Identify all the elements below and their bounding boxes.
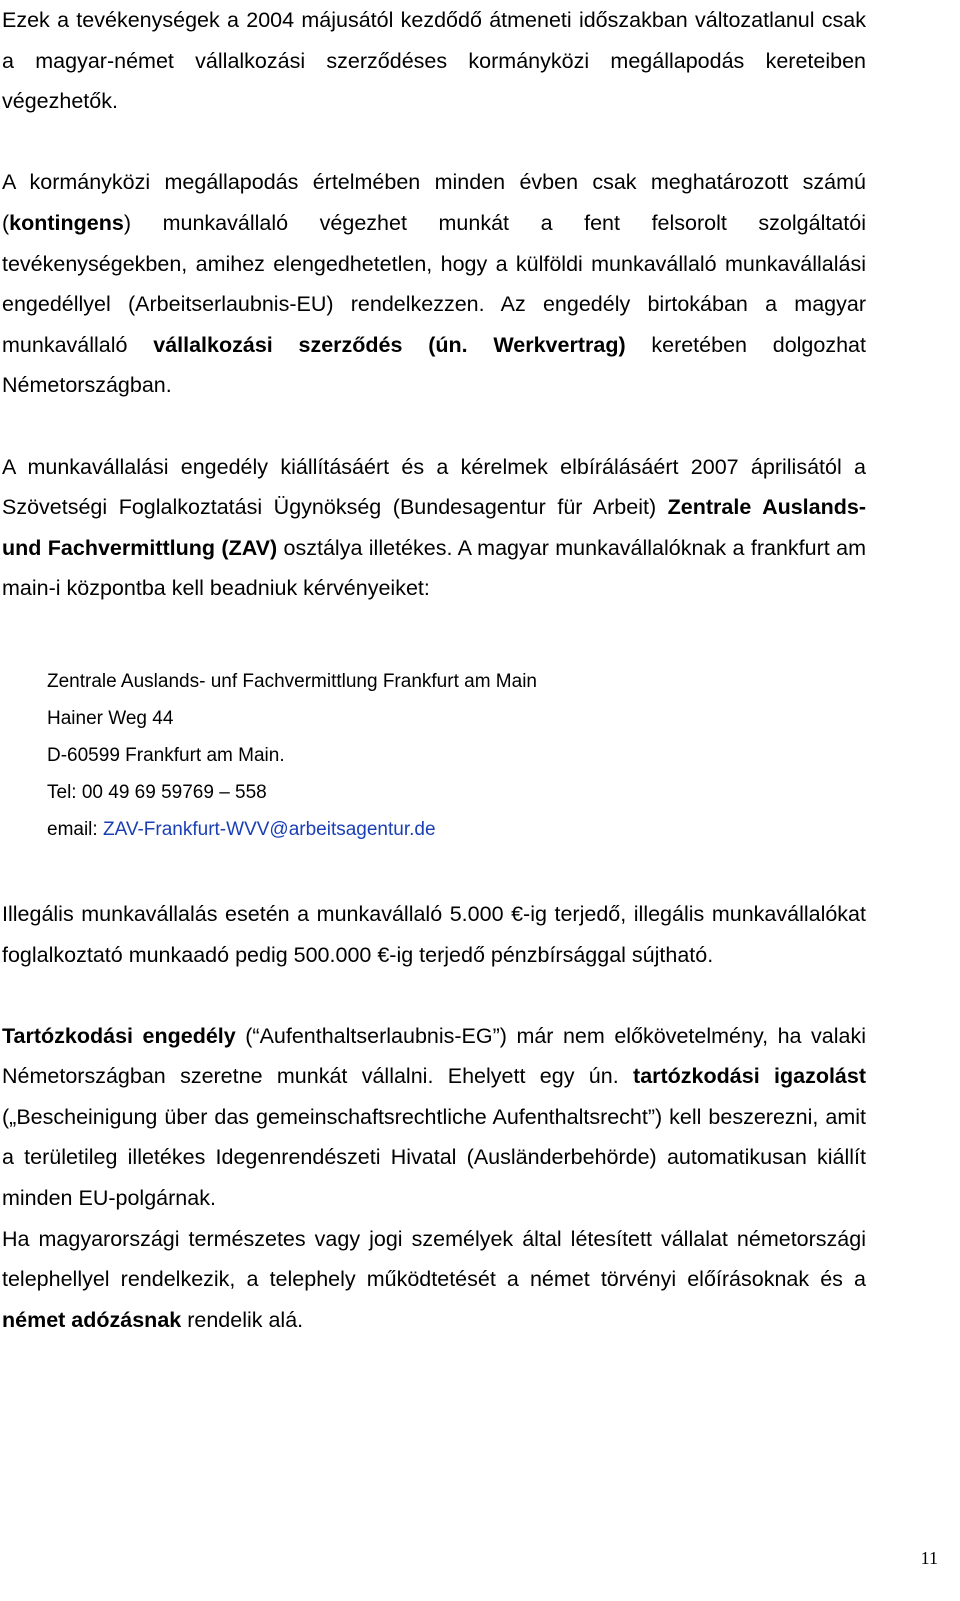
page-number: 11 [920, 1548, 938, 1568]
address-name: Zentrale Auslands- unf Fachvermittlung Frankfurt am Main [47, 670, 537, 692]
paragraph-text: („Bescheinigung über das gemeinschaftsrechtliche Aufenthaltsrecht”) kell beszerezni, amit a területileg illetékes Idegenrendészeti Hivatal (Ausländerbehörde) automatikusan kiállít minden EU-polgárnak. [2, 1104, 866, 1211]
paragraph-text: rendelik alá. [181, 1307, 304, 1332]
bold-term-german-taxation: német adózásnak [2, 1307, 182, 1332]
paragraph-text: A munkavállalási engedély kiállításáért és a kérelmek elbírálásáért 2007 áprilisától a Szövetségi Foglalkoztatási Ügynökség (Bundesagentur für Arbeit) [2, 454, 866, 520]
paragraph-text: A kormányközi megállapodás értelmében minden évben csak meghatározott számú ( [2, 170, 866, 235]
paragraph-company-branch [2, 1219, 866, 1341]
document-page [2, 0, 866, 1340]
paragraph-residence-permit [2, 1016, 866, 1219]
paragraph-work-permit [2, 447, 866, 609]
address-block [47, 663, 866, 848]
bold-term-residence-certificate: tartózkodási igazolást [633, 1064, 867, 1089]
spacer [2, 609, 866, 663]
spacer [2, 122, 866, 163]
bold-term-kontingens: kontingens [9, 210, 124, 235]
address-email-line [47, 811, 866, 848]
email-label: email: [47, 818, 103, 840]
bold-term-zav: Zentrale Auslands- und Fachvermittlung (ZAV) [2, 495, 866, 560]
paragraph-text: (“Aufenthaltserlaubnis-EG”) már nem előkövetelmény, ha valaki Németországban szeretne munkát vállalni. Ehelyett egy ún. [2, 1023, 866, 1089]
paragraph-text: ) munkavállaló végezhet munkát a fent felsorolt szolgáltatói tevékenységekben, amihez elengedhetetlen, hogy a külföldi munkavállaló munkavállalási engedéllyel (Arbeitserlaubnis-EU) rendelkezzen. Az engedély birtokában a magyar munkavállaló [2, 210, 866, 357]
address-city: D-60599 Frankfurt am Main. [47, 744, 285, 766]
paragraph-transition-period [2, 0, 866, 122]
paragraph-text: keretében dolgozhat Németországban. [2, 332, 866, 398]
spacer [2, 975, 866, 1016]
spacer [2, 406, 866, 447]
paragraph-illegal-work [2, 894, 866, 975]
email-link[interactable]: ZAV-Frankfurt-WVV@arbeitsagentur.de [102, 818, 436, 840]
paragraph-text: osztálya illetékes. A magyar munkavállalóknak a frankfurt am main-i központba kell beadniuk kérvényeiket: [2, 535, 866, 601]
paragraph-text: Ezek a tevékenységek a 2004 májusától kezdődő átmeneti időszakban változatlanul csak a magyar-német vállalkozási szerződéses kormányközi megállapodás kereteiben végezhetők. [2, 8, 866, 114]
spacer [2, 848, 866, 894]
paragraph-quota [2, 162, 866, 406]
paragraph-text: Ha magyarországi természetes vagy jogi személyek által létesített vállalat németországi telephellyel rendelkezik, a telephely működtetését a német törvényi előírásoknak és a [2, 1226, 866, 1292]
bold-term-residence-permit: Tartózkodási engedély [2, 1023, 236, 1048]
address-street: Hainer Weg 44 [47, 707, 174, 729]
bold-term-werkvertrag: vállalkozási szerződés (ún. Werkvertrag) [153, 332, 626, 357]
address-phone: Tel: 00 49 69 59769 – 558 [47, 781, 267, 803]
paragraph-text: Illegális munkavállalás esetén a munkavállaló 5.000 €-ig terjedő, illegális munkavállalókat foglalkoztató munkaadó pedig 500.000 €-ig terjedő pénzbírsággal sújtható. [2, 901, 866, 967]
